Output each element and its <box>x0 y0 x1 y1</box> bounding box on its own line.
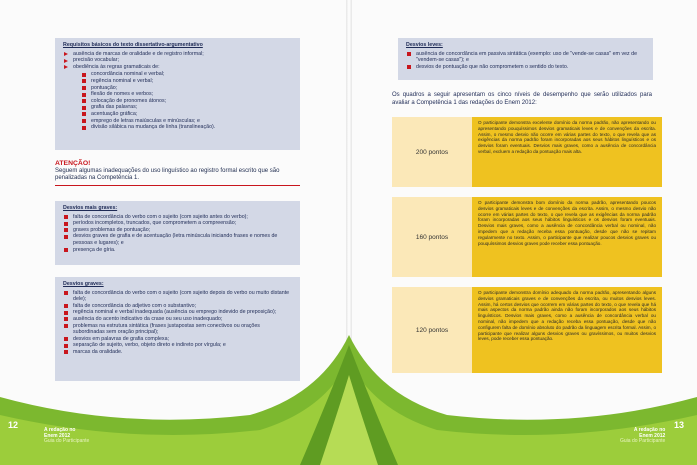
attention-note <box>55 160 300 186</box>
list-item: falta de concordância do verbo com o sujeito (com sujeito antes do verbo); <box>63 214 292 221</box>
levels-intro: Os quadros a seguir apresentam os cinco níveis de desempenho que serão utilizados para avaliar a Competência 1 das redações do Enem 2012: <box>392 92 652 106</box>
attention-title: ATENÇÃO! <box>55 160 91 167</box>
list-item: desvios de pontuação que não comprometem o sentido do texto. <box>406 64 645 71</box>
list-item: problemas na estrutura sintática (frases justapostas sem conectivos ou orações subordinadas sem oração principal); <box>63 323 292 336</box>
page-number-right: 13 <box>674 420 685 430</box>
list-item: pontuação; <box>81 85 292 92</box>
footer-line: A redação no <box>44 427 76 433</box>
list-item: regência nominal e verbal inadequada (ausência ou emprego indevido de preposição); <box>63 309 292 316</box>
list-item: divisão silábica na mudança de linha (translineação). <box>81 124 292 131</box>
footer-leaf-decoration <box>0 335 697 465</box>
level-description: O participante demonstra domínio adequado da norma padrão, apresentando alguns desvios gramaticais graves e de convenções da escrita, ou muitos desvios leves. Assim, há certos desvios que ocorrem em várias partes do texto, o que revela que há mais aspectos da norma padrão ainda não foram incorporados aos seus hábitos linguísticos. Desvios mais graves, como a ausência de concordância verbal ou nominal, não impedem que a redação receba essa pontuação, desde que não configurem falta de domínio absoluto do padrão da linguagem escrita formal. Assim, o participante que realizar alguns desvios graves ou gravíssimos, ou muitos desvios leves, pode receber essa pontuação. <box>472 287 662 373</box>
grammar-rules-list <box>63 71 292 130</box>
requirements-box <box>55 38 300 150</box>
list-item: colocação de pronomes átonos; <box>81 98 292 105</box>
list-item: falta de concordância do verbo com o sujeito (com sujeito depois do verbo ou muito distante dele); <box>63 290 292 303</box>
light-deviations-heading: Desvios leves: <box>406 42 443 48</box>
level-description: O participante demonstra bom domínio da norma padrão, apresentando poucos desvios gramaticais leves e de convenções da escrita. Assim, o mesmo desvio não ocorre em várias partes do texto, o que revela que as exigências da norma padrão foram incorporadas aos seus hábitos linguísticos e os desvios foram eventuais. Desvios mais graves, como a ausência de concordância verbal ou nominal, não impedem que a redação receba essa pontuação, desde que não se repitam regularmente no texto. Assim, o participante que realizar poucos desvios graves ou pouquíssimos desvios graves pode receber essa pontuação. <box>472 197 662 277</box>
footer-line: Enem 2012 <box>44 432 71 439</box>
level-description: O participante demonstra excelente domínio da norma padrão, não apresentando ou apresentando pouquíssimos desvios gramaticais leves e de convenções da escrita. Assim, o mesmo desvio não ocorre em várias partes do texto, o que revela que as exigências da norma padrão foram incorporadas aos seus hábitos linguísticos e os desvios foram eventuais. Desvios mais graves, como a ausência de concordância verbal, excluem a redação da pontuação mais alta. <box>472 117 662 187</box>
very-serious-heading: Desvios mais graves: <box>63 205 118 211</box>
very-serious-list <box>63 214 292 254</box>
list-item: obediência às regras gramaticais de: <box>63 64 292 71</box>
level-points: 200 pontos <box>415 148 449 156</box>
list-item: flexão de nomes e verbos; <box>81 91 292 98</box>
footer-caption-left <box>44 428 89 445</box>
list-item: grafia das palavras; <box>81 104 292 111</box>
list-item: emprego de letras maiúsculas e minúsculas; e <box>81 118 292 125</box>
level-points: 120 pontos <box>415 326 449 334</box>
level-points: 160 pontos <box>415 233 449 241</box>
list-item: desvios em palavras de grafia complexa; <box>63 336 292 343</box>
page-number-left: 12 <box>8 420 19 430</box>
footer-line: Guia do Participante <box>44 438 90 445</box>
light-deviations-box <box>398 38 653 80</box>
list-item: ausência de concordância em passiva sintática (exemplo: uso de "vende-se casas" em vez de "vendem-se casas"); e <box>406 51 645 64</box>
list-item: ausência de marcas de oralidade e de registro informal; <box>63 51 292 58</box>
footer-line: A redação no <box>633 427 666 433</box>
list-item: desvios graves de grafia e de acentuação (letra minúscula iniciando frases e nomes de pessoas e lugares); e <box>63 233 292 246</box>
list-item: períodos incompletos, truncados, que comprometem a compreensão; <box>63 220 292 227</box>
requirements-heading: Requisitos básicos do texto dissertativo-argumentativo <box>63 42 203 48</box>
requirements-list <box>63 51 292 71</box>
list-item: regência nominal e verbal; <box>81 78 292 85</box>
serious-heading: Desvios graves: <box>63 281 104 287</box>
list-item: acentuação gráfica; <box>81 111 292 118</box>
very-serious-box <box>55 201 300 265</box>
attention-text: Seguem algumas inadequações do uso linguístico ao registro formal escrito que são penalizadas na Competência 1. <box>55 167 280 182</box>
footer-line: Guia do Participante <box>620 438 666 445</box>
list-item: ausência do acento indicativo da crase ou seu uso inadequado; <box>63 316 292 323</box>
level-row-200 <box>392 117 662 187</box>
footer-caption-right <box>620 428 665 445</box>
list-item: presença de gíria. <box>63 247 292 254</box>
list-item: precisão vocabular; <box>63 57 292 64</box>
list-item: marcas da oralidade. <box>63 349 292 356</box>
list-item: graves problemas de pontuação; <box>63 227 292 234</box>
list-item: falta de concordância do adjetivo com o substantivo; <box>63 303 292 310</box>
list-item: separação de sujeito, verbo, objeto direto e indireto por vírgula; e <box>63 342 292 349</box>
light-deviations-list <box>406 51 645 71</box>
list-item: concordância nominal e verbal; <box>81 71 292 78</box>
attention-rule <box>55 185 300 186</box>
footer-line: Enem 2012 <box>639 432 666 439</box>
level-row-160 <box>392 197 662 277</box>
